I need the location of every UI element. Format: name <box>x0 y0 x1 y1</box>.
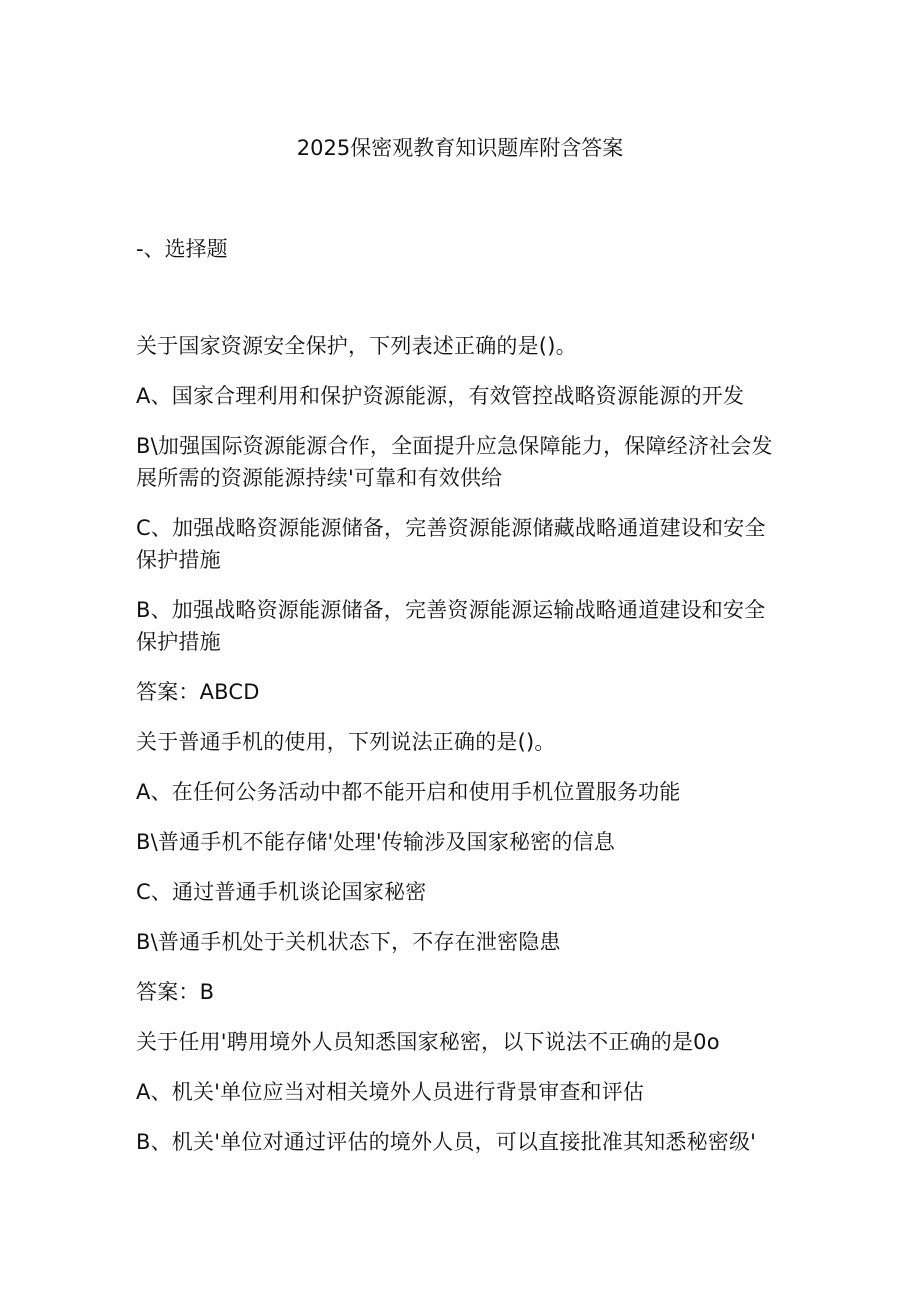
question-2-option-b: B\普通手机不能存储'处理'传输涉及国家秘密的信息 <box>136 830 616 854</box>
question-1-option-b: B\加强国际资源能源合作，全面提升应急保障能力，保障经济社会发展所需的资源能源持续'可靠和有效供给 <box>136 434 773 490</box>
document-title: 2025保密观教育知识题库附含答案 <box>296 136 624 160</box>
question-3-option-b: B、机关'单位对通过评估的境外人员，可以直接批准其知悉秘密级' <box>136 1130 757 1154</box>
question-2-option-d: B\普通手机处于关机状态下，不存在泄密隐患 <box>136 930 561 954</box>
question-1-stem: 关于国家资源安全保护，下列表述正确的是()。 <box>136 334 577 358</box>
question-1-option-a: A、国家合理利用和保护资源能源，有效管控战略资源能源的开发 <box>136 384 745 408</box>
question-1-answer: 答案：ABCD <box>136 680 260 704</box>
question-2-option-a: A、在任何公务活动中都不能开启和使用手机位置服务功能 <box>136 780 681 804</box>
question-2-option-c: C、通过普通手机谈论国家秘密 <box>136 880 427 904</box>
question-2-stem: 关于普通手机的使用，下列说法正确的是()。 <box>136 730 556 754</box>
question-content <box>136 330 786 1176</box>
question-3-option-a: A、机关'单位应当对相关境外人员进行背景审查和评估 <box>136 1080 645 1104</box>
question-3-stem: 关于任用'聘用境外人员知悉国家秘密，以下说法不正确的是0o <box>136 1030 720 1054</box>
question-1-option-d: B、加强战略资源能源储备，完善资源能源运输战略通道建设和安全保护措施 <box>136 598 766 654</box>
question-2-answer: 答案：B <box>136 980 215 1004</box>
section-heading: -、选择题 <box>136 237 228 261</box>
question-1-option-c: C、加强战略资源能源储备，完善资源能源储藏战略通道建设和安全保护措施 <box>136 516 766 572</box>
